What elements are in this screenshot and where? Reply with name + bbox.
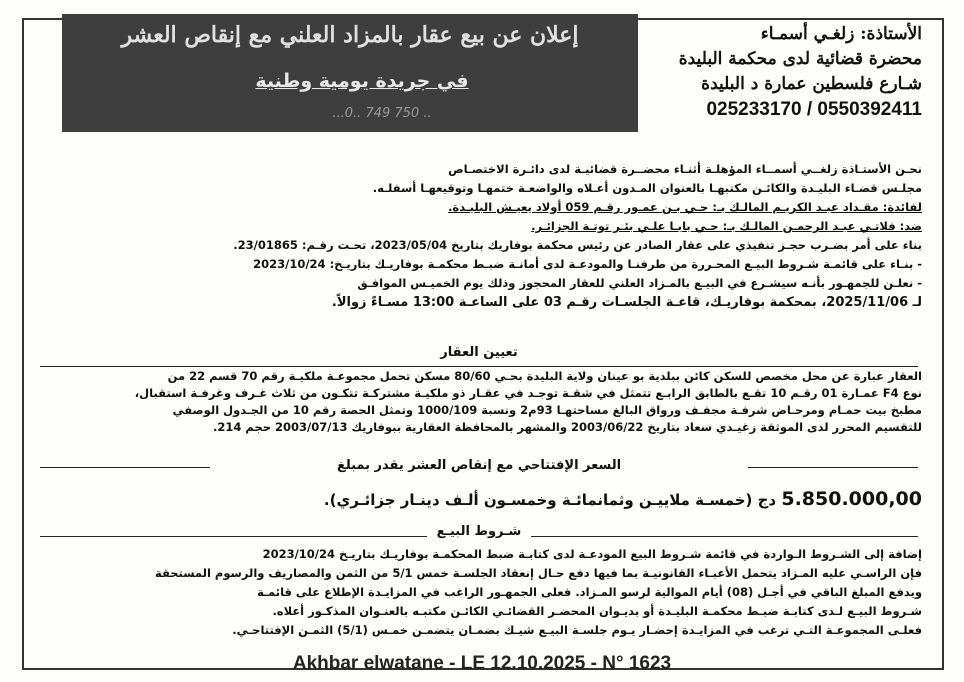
price-amount: 5.850.000,00	[781, 488, 922, 510]
conditions-line: فإن الراسـي عليه المـزاد يتحمل الأعبـاء القانونيـة بما فيها دفع حـال إنعقاد الجلسـة خمس 5/1 من الثمن والمصاريف والرسوم المستحقة	[154, 566, 922, 580]
intro-text	[36, 160, 922, 312]
property-line: مطبخ بيت حمـام ومرحـاض شرفـة مجفـف ورواق البالغ مساحتهـا 93م2 ونسبة 1000/109 وتمثل الحصة رقم 10 من الجـدول الوصفي	[172, 403, 922, 417]
intro-line: - نعلـن للجمهـور بأنـه سيشـرع في البيـع بالمـزاد العلني للعقار المحجوز وذلك يوم الخميـس الموافـق	[357, 276, 922, 290]
announcement-header	[62, 14, 638, 132]
announcement-subtitle: في جريدة يومية وطنية	[255, 70, 469, 92]
newspaper-footer: Akhbar elwatane - LE 12.10.2025 - N° 1623	[292, 653, 672, 674]
property-line: العقار عبارة عن محل مخصص للسكن كائن ببلدية بو عينان ولاية البليدة بحـي 80/60 مسكن تحمل مجموعـة ملكيـة رقم 70 قسم 22 من	[167, 369, 922, 383]
conditions-text	[36, 545, 922, 640]
office-address: شـارع فلسطين عمارة د البليدة	[701, 74, 922, 94]
announcement-phone: ...0.. 749 750 ..	[332, 106, 432, 121]
intro-line: مجلـس قضـاء البليـدة والكائـن مكتبهـا بالعنوان المـدون أعـلاه والواضعـة ختمهـا وتوقيعهـا أسفلـه.	[372, 181, 922, 195]
property-section-title: تعيين العقار	[36, 345, 922, 360]
intro-line: بناء على أمر بضـرب حجـز تنفيذي على عقار الصادر عن رئيس محكمة بوفاريك بتاريخ 2023/05/04، تحـت رقـم: 23/01865.	[233, 238, 922, 252]
office-name: الأستاذة: زلغـي أسمـاء	[760, 24, 922, 44]
property-rule	[40, 366, 918, 367]
intro-line: ضد: فلاتـي عبـد الرحمـن المالـك بـ: حـي بابـا علـي بئـر توتـة الجزائـر.	[531, 219, 922, 233]
property-line: للتقسيم المحرر لدى الموثقة زغيـدي سعاد بتاريخ 2003/06/22 والمشهر بالمحافظة العقارية ببوفاريك 2003/07/13 حجم 214.	[213, 420, 922, 434]
conditions-line: فعلـى المجموعـة التـي ترغب في المزايـدة إحضـار يـوم جلسـة البيـع شيـك بضمـان يتضمـن خمـس (5/1) الثمـن الإفتتاحـي.	[232, 623, 922, 637]
price-words: دج (خمسـة ملاييـن وثمانمائـة وخمسـون ألـف دينـار جزائـري).	[323, 491, 777, 509]
intro-line: لفائدة: مقـداد عبـد الكريـم المالـك بـ: حـي بـن عمـور رقـم 059 أولاد يعيـش البليـدة.	[448, 200, 922, 214]
conditions-line: شـروط البيـع لـدى كتابـة ضبـط محكمـة البليـدة أو بديـوان المحضـر القضائـي الكائـن مكتبـه بالعنـوان المذكـور أعلاه.	[272, 604, 922, 618]
office-role: محضرة قضائية لدى محكمة البليدة	[678, 49, 922, 69]
intro-line: لـ 2025/11/06، بمحكمة بوفاريـك، قاعـة الجلسـات رقـم 03 على الساعـة 13:00 مسـاءً زوالاً.	[331, 295, 922, 310]
price-line	[44, 488, 922, 510]
price-section-title: السعر الإفتتاحي مع إنقاص العشر يقدر بمبلغ	[36, 458, 922, 473]
intro-line: - بنـاء على قائمـة شـروط البيـع المحـررة من طرفنـا والمودعـة لدى أمانـة ضبـط محكمـة بوفاريـك بتاريـخ: 2023/10/24	[253, 257, 922, 271]
office-phones: 025233170 / 0550392411	[706, 99, 922, 120]
conditions-section-title: شـروط البيـع	[36, 524, 922, 539]
conditions-line: ويدفع المبلغ الباقي في أجـل (08) أيام الموالية لرسو المـزاد. فعلى الجمهـور الراغب في المزايـدة الإطلاع على قائمـة	[257, 585, 922, 599]
announcement-title: إعلان عن بيع عقار بالمزاد العلني مع إنقاص العشر	[121, 22, 579, 48]
property-line: نوع F4 عمـارة 01 رقـم 10 تقـع بالطابق الرابـع تتمثل في شقـة توجـد في عقـار ذو ملكيـة مشتركـة تتكـون من ثلاث غـرف وغرفـة استقبال،	[134, 386, 922, 400]
conditions-line: إضافة إلى الشـروط الـواردة في قائمة شـروط البيع المودعـة لدى كتابـة ضبط المحكمـة بوفاريـك بتاريـخ 2023/10/24	[262, 547, 922, 561]
bailiff-office	[622, 22, 922, 122]
property-text	[36, 368, 922, 436]
intro-line: نحـن الأستـاذة زلغــي أسمــاء المؤهلـة أثنـاء محضــرة قضائيـة لدى دائـرة الاختصـاص	[448, 162, 922, 176]
